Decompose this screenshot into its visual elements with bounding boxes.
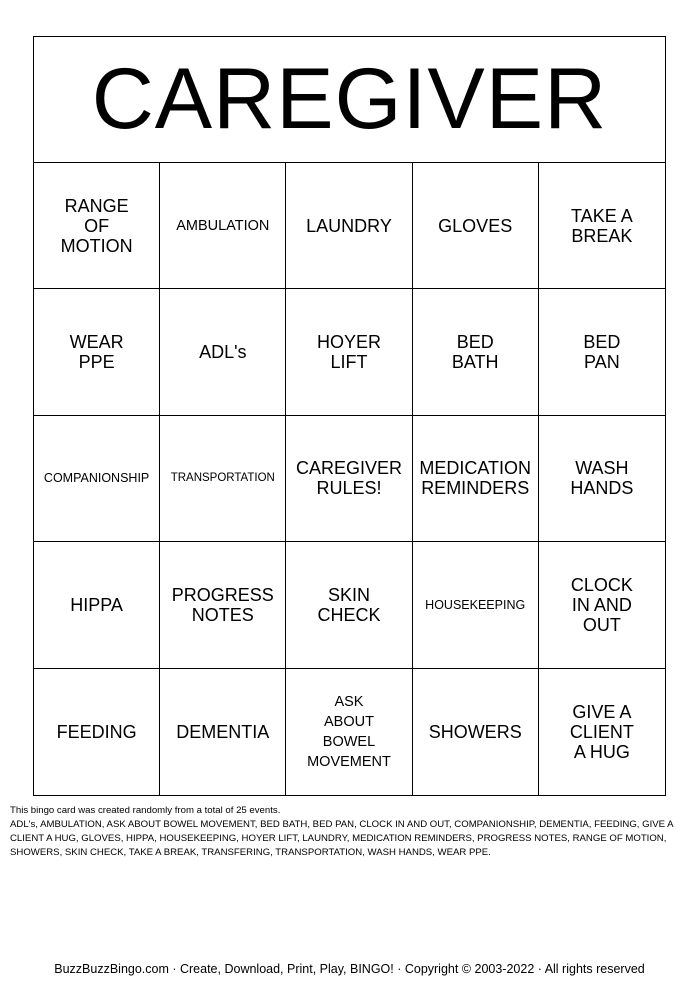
card-title: CAREGIVER	[34, 37, 665, 163]
card-info	[10, 804, 690, 860]
bingo-cell: COMPANIONSHIP	[34, 416, 160, 542]
bingo-cell: FEEDING	[34, 669, 160, 795]
bingo-cell: MEDICATION REMINDERS	[413, 416, 539, 542]
bingo-cell: DEMENTIA	[160, 669, 286, 795]
bingo-cell: GLOVES	[413, 163, 539, 289]
bingo-cell: TRANSPORTATION	[160, 416, 286, 542]
bingo-cell: SKIN CHECK	[286, 542, 412, 668]
bingo-cell: SHOWERS	[413, 669, 539, 795]
free-space-cell: CAREGIVER RULES!	[286, 416, 412, 542]
bingo-cell: LAUNDRY	[286, 163, 412, 289]
bingo-cell: AMBULATION	[160, 163, 286, 289]
bingo-cell: TAKE A BREAK	[539, 163, 665, 289]
bingo-cell: WASH HANDS	[539, 416, 665, 542]
bingo-cell: HOUSEKEEPING	[413, 542, 539, 668]
bingo-cell: ADL's	[160, 289, 286, 415]
footer-copyright: BuzzBuzzBingo.com · Create, Download, Print, Play, BINGO! · Copyright © 2003-2022 · All rights reserved	[54, 962, 645, 976]
bingo-cell: BED BATH	[413, 289, 539, 415]
info-summary: This bingo card was created randomly from a total of 25 events.	[10, 805, 281, 816]
bingo-cell: BED PAN	[539, 289, 665, 415]
info-event-list: ADL's, AMBULATION, ASK ABOUT BOWEL MOVEMENT, BED BATH, BED PAN, CLOCK IN AND OUT, COMPANIONSHIP, DEMENTIA, FEEDING, GIVE A CLIENT A HUG, GLOVES, HIPPA, HOUSEKEEPING, HOYER LIFT, LAUNDRY, MEDICATION REMINDERS, PROGRESS NOTES, RANGE OF MOTION, SHOWERS, SKIN CHECK, TAKE A BREAK, TRANSFERING, TRANSPORTATION, WASH HANDS, WEAR PPE.	[10, 819, 674, 858]
bingo-cell: RANGE OF MOTION	[34, 163, 160, 289]
bingo-cell: HIPPA	[34, 542, 160, 668]
bingo-cell: PROGRESS NOTES	[160, 542, 286, 668]
bingo-cell: GIVE A CLIENT A HUG	[569, 701, 634, 762]
bingo-cell: HOYER LIFT	[286, 289, 412, 415]
bingo-cell: CLOCK IN AND OUT	[539, 542, 665, 668]
bingo-cell: ASK ABOUT BOWEL MOVEMENT	[286, 669, 412, 795]
bingo-card	[33, 36, 666, 796]
bingo-cell: WEAR PPE	[34, 289, 160, 415]
